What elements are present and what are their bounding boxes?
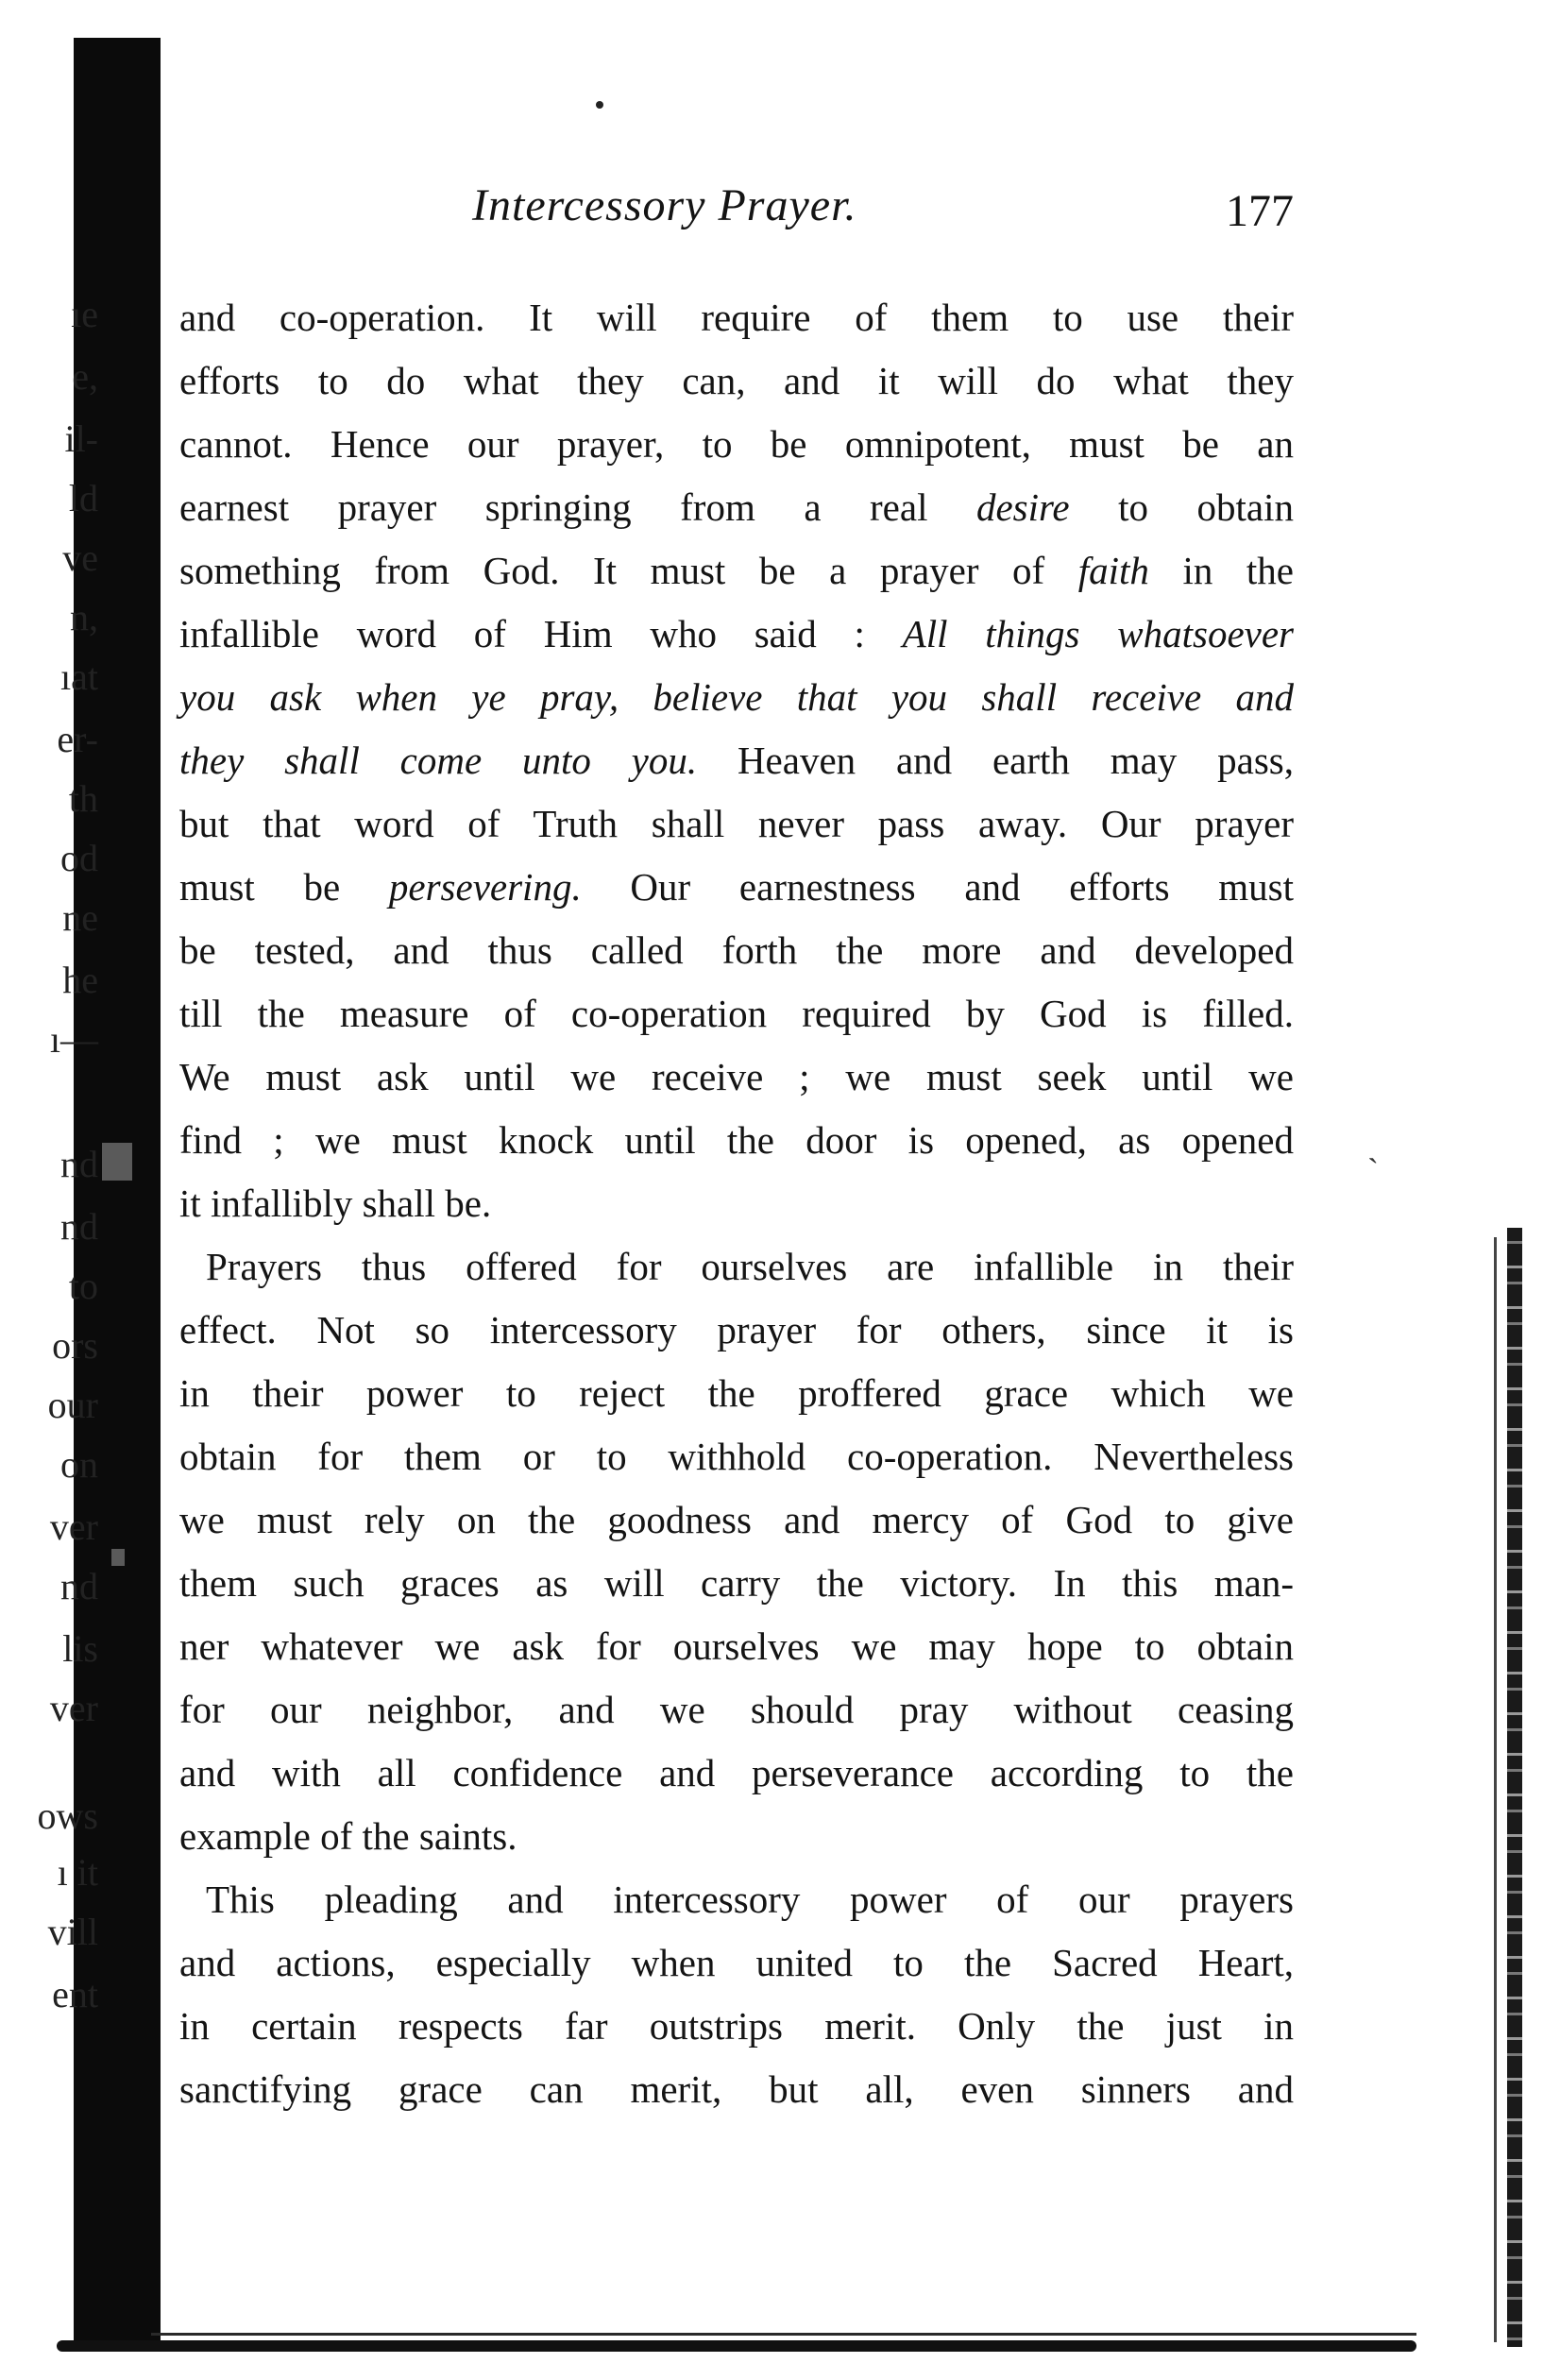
margin-fragment: to xyxy=(68,1265,98,1307)
italic-text: persevering. xyxy=(388,865,582,909)
text-line xyxy=(179,1362,1294,1425)
text-run: for our neighbor, and we should pray without ceasing xyxy=(179,1688,1294,1731)
margin-fragment: od xyxy=(60,837,98,879)
italic-text: you ask when ye pray, believe that you shall receive and xyxy=(179,675,1294,719)
margin-fragment: ıe xyxy=(71,293,98,335)
text-run: Heaven and earth may pass, xyxy=(697,739,1294,782)
text-run: sanctifying grace can merit, but all, even sinners and xyxy=(179,2067,1294,2111)
bottom-edge-shadow xyxy=(151,2333,1416,2336)
text-line xyxy=(179,413,1294,476)
bottom-edge xyxy=(57,2340,1416,2352)
text-line xyxy=(179,666,1294,729)
text-line xyxy=(179,982,1294,1046)
text-line xyxy=(179,539,1294,603)
text-line xyxy=(179,1742,1294,1805)
text-run: We must ask until we receive ; we must seek until we xyxy=(179,1055,1294,1098)
margin-fragment: nd xyxy=(60,1143,98,1185)
stray-mark: ˋ xyxy=(1367,1151,1379,1189)
text-run: infallible word of Him who said : xyxy=(179,612,903,655)
text-run: we must rely on the goodness and mercy of God to give xyxy=(179,1498,1294,1541)
text-run: to obtain xyxy=(1069,485,1294,529)
italic-text: faith xyxy=(1077,549,1149,592)
margin-fragment: ld xyxy=(68,477,98,519)
margin-fragment: ve xyxy=(62,536,98,579)
text-run: it infallibly shall be. xyxy=(179,1182,492,1225)
text-run: and actions, especially when united to the Sacred Heart, xyxy=(179,1941,1294,1984)
right-edge-line xyxy=(1494,1237,1497,2342)
margin-fragment: nd xyxy=(60,1565,98,1607)
text-run: cannot. Hence our prayer, to be omnipotent, must be an xyxy=(179,422,1294,466)
text-run: in their power to reject the proffered grace which we xyxy=(179,1371,1294,1415)
italic-text: All things whatsoever xyxy=(902,612,1294,655)
text-run: and co-operation. It will require of them to use their xyxy=(179,296,1294,339)
text-line xyxy=(179,1678,1294,1742)
text-run: Our earnestness and efforts must xyxy=(581,865,1294,909)
margin-fragment: ıat xyxy=(60,655,98,698)
text-line xyxy=(179,476,1294,539)
text-line xyxy=(179,1109,1294,1172)
text-line xyxy=(179,919,1294,982)
text-run: them such graces as will carry the victory. In this man- xyxy=(179,1561,1294,1605)
text-line xyxy=(179,1805,1294,1868)
binding-speck xyxy=(102,1143,132,1181)
text-run: earnest prayer springing from a real xyxy=(179,485,976,529)
text-run: something from God. It must be a prayer of xyxy=(179,549,1078,592)
margin-fragment: he xyxy=(62,959,98,1001)
margin-fragment: il- xyxy=(64,417,98,460)
text-line xyxy=(179,1615,1294,1678)
text-line xyxy=(179,792,1294,856)
text-line xyxy=(179,2058,1294,2121)
text-line xyxy=(179,1552,1294,1615)
text-line xyxy=(179,1868,1294,1931)
text-run: in certain respects far outstrips merit. Only the just in xyxy=(179,2004,1294,2048)
margin-fragment: er- xyxy=(57,718,98,760)
text-line xyxy=(179,1299,1294,1362)
text-run: Prayers thus offered for ourselves are infallible in their xyxy=(206,1245,1294,1288)
body-text xyxy=(179,286,1294,2121)
text-run: till the measure of co-operation required by God is filled. xyxy=(179,992,1294,1035)
text-run: efforts to do what they can, and it will do what they xyxy=(179,359,1294,402)
italic-text: desire xyxy=(975,485,1070,529)
text-line xyxy=(179,1235,1294,1299)
margin-fragment: ı— xyxy=(49,1018,98,1061)
ink-dot xyxy=(596,101,603,109)
text-line xyxy=(179,1425,1294,1488)
text-line xyxy=(179,1046,1294,1109)
facing-page-fragments xyxy=(6,283,98,2078)
margin-fragment: lis xyxy=(62,1627,98,1670)
page-header xyxy=(472,179,1294,246)
text-line xyxy=(179,349,1294,413)
text-run: This pleading and intercessory power of our prayers xyxy=(206,1878,1294,1921)
text-run: and with all confidence and perseverance according to the xyxy=(179,1751,1294,1794)
text-line xyxy=(179,1172,1294,1235)
text-run: in the xyxy=(1148,549,1294,592)
margin-fragment: ows xyxy=(37,1794,98,1837)
italic-text: they shall come unto you. xyxy=(179,739,698,782)
text-line xyxy=(179,286,1294,349)
margin-fragment: ver xyxy=(49,1505,98,1548)
margin-fragment: ent xyxy=(52,1973,98,2015)
text-run: find ; we must knock until the door is opened, as opened xyxy=(179,1118,1294,1162)
text-run: obtain for them or to withhold co-operation. Nevertheless xyxy=(179,1435,1294,1478)
running-title: Intercessory Prayer. xyxy=(472,180,857,230)
binding-speck xyxy=(111,1549,125,1566)
margin-fragment: our xyxy=(47,1384,98,1426)
margin-fragment: nd xyxy=(60,1205,98,1248)
text-run: effect. Not so intercessory prayer for others, since it is xyxy=(179,1308,1294,1352)
margin-fragment: th xyxy=(68,777,98,820)
margin-fragment: ver xyxy=(49,1687,98,1729)
text-run: but that word of Truth shall never pass away. Our prayer xyxy=(179,802,1294,845)
margin-fragment: ı it xyxy=(57,1851,98,1894)
margin-fragment: vill xyxy=(47,1911,98,1953)
margin-fragment: on xyxy=(60,1443,98,1486)
text-line xyxy=(179,729,1294,792)
margin-fragment: e, xyxy=(72,355,98,398)
margin-fragment: ne xyxy=(62,896,98,939)
text-run: example of the saints. xyxy=(179,1814,517,1858)
text-line xyxy=(179,603,1294,666)
text-run: be tested, and thus called forth the more and developed xyxy=(179,928,1294,972)
right-page-edge xyxy=(1507,1228,1522,2347)
text-run: must be xyxy=(179,865,389,909)
text-line xyxy=(179,1995,1294,2058)
margin-fragment: n, xyxy=(70,596,98,638)
text-line xyxy=(179,856,1294,919)
text-run: ner whatever we ask for ourselves we may hope to obtain xyxy=(179,1624,1294,1668)
text-line xyxy=(179,1931,1294,1995)
margin-fragment: ors xyxy=(52,1324,98,1367)
page-number: 177 xyxy=(1226,186,1294,236)
text-line xyxy=(179,1488,1294,1552)
